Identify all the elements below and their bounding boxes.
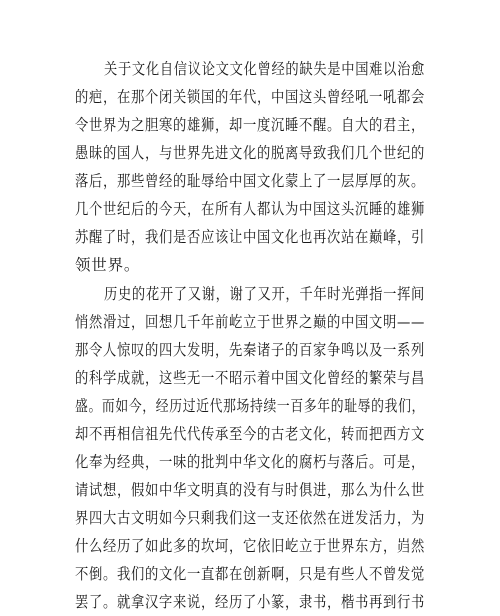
paragraph-1-line-5: 落后，那些曾经的耻辱给中国文化蒙上了一层厚厚的灰。 [75,172,425,190]
paragraph-2-line-1: 历史的花开了又谢，谢了又开，千年时光弹指一挥间 [104,285,425,303]
paragraph-2-line-4: 的科学成就，这些无一不昭示着中国文化曾经的繁荣与昌 [75,369,425,387]
paragraph-1-line-3: 令世界为之胆寒的雄狮，却一度沉睡不醒。自大的君主， [75,116,425,134]
paragraph-1-line-6: 几个世纪后的今天，在所有人都认为中国这头沉睡的雄狮 [75,200,425,218]
paragraph-1-line-8: 领世界。 [75,256,141,274]
paragraph-2-line-3: 那令人惊叹的四大发明，先秦诸子的百家争鸣以及一系列 [75,341,425,359]
paragraph-2-line-12: 罢了。就拿汉字来说，经历了小篆，隶书，楷书再到行书 [75,593,425,611]
paragraph-1-line-7: 苏醒了时，我们是否应该让中国文化也再次站在巅峰，引 [75,228,425,246]
paragraph-2-line-10: 什么经历了如此多的坎坷，它依旧屹立于世界东方，岿然 [75,537,425,555]
paragraph-2-line-2: 悄然滑过，回想几千年前屹立于世界之巅的中国文明—— [75,313,425,331]
paragraph-1-line-2: 的疤，在那个闭关锁国的年代，中国这头曾经吼一吼都会 [75,88,425,106]
paragraph-2-line-9: 界四大古文明如今只剩我们这一支还依然在迸发活力，为 [75,509,425,527]
paragraph-2-line-6: 却不再相信祖先代代传承至今的古老文化，转而把西方文 [75,425,425,443]
paragraph-2-line-11: 不倒。我们的文化一直都在创新啊，只是有些人不曾发觉 [75,565,425,583]
paragraph-2-line-7: 化奉为经典，一味的批判中华文化的腐朽与落后。可是， [75,453,425,471]
paragraph-2-line-5: 盛。而如今，经历过近代那场持续一百多年的耻辱的我们， [75,397,425,415]
paragraph-2-line-8: 请试想，假如中华文明真的没有与时俱进，那么为什么世 [75,481,425,499]
paragraph-1-line-4: 愚昧的国人，与世界先进文化的脱离导致我们几个世纪的 [75,144,425,162]
paragraph-1-line-1: 关于文化自信议论文文化曾经的缺失是中国难以治愈 [104,60,425,78]
